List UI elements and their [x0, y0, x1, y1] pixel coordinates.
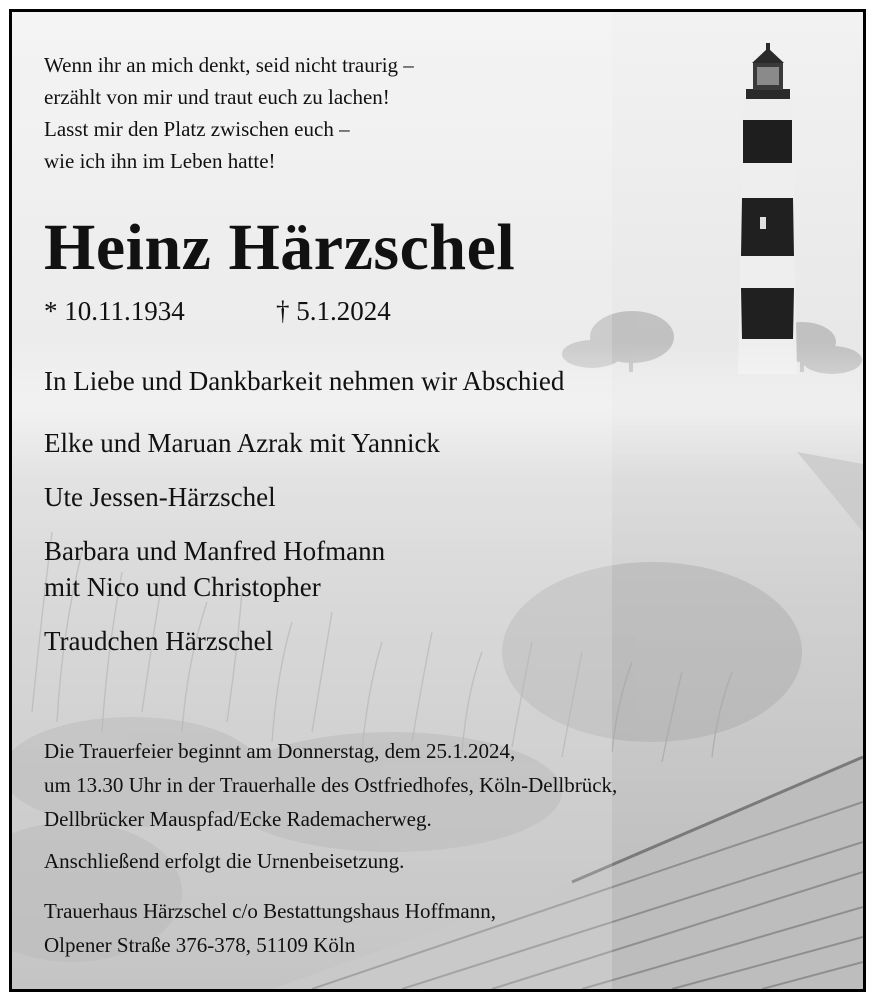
- mourner-line: Barbara und Manfred Hofmann: [44, 536, 386, 566]
- mourner-line: Traudchen Härzschel: [44, 626, 274, 656]
- poem-line: wie ich ihn im Leben hatte!: [44, 149, 276, 173]
- ceremony-line: um 13.30 Uhr in der Trauerhalle des Ostfriedhofes, Köln-Dellbrück,: [44, 773, 618, 797]
- ceremony-line: Dellbrücker Mauspfad/Ecke Rademacherweg.: [44, 807, 432, 831]
- ceremony-line: Anschließend erfolgt die Urnenbeisetzung.: [44, 849, 405, 873]
- poem-line: Lasst mir den Platz zwischen euch –: [44, 117, 350, 141]
- deceased-name: Heinz Härzschel: [44, 211, 516, 284]
- mourner-line: Ute Jessen-Härzschel: [44, 482, 276, 512]
- poem-line: erzählt von mir und traut euch zu lachen!: [44, 85, 390, 109]
- mourner-line: Elke und Maruan Azrak mit Yannick: [44, 428, 440, 458]
- farewell-line: In Liebe und Dankbarkeit nehmen wir Abschied: [44, 366, 565, 396]
- notice-text: [12, 12, 863, 989]
- address-line: Trauerhaus Härzschel c/o Bestattungshaus Hoffmann,: [44, 899, 496, 923]
- birth-date: * 10.11.1934: [44, 296, 185, 326]
- ceremony-line: Die Trauerfeier beginnt am Donnerstag, dem 25.1.2024,: [44, 739, 516, 763]
- death-date: † 5.1.2024: [276, 296, 391, 326]
- poem-line: Wenn ihr an mich denkt, seid nicht traurig –: [44, 53, 414, 77]
- mourner-line: mit Nico und Christopher: [44, 572, 321, 602]
- obituary-notice: [9, 9, 866, 992]
- address-line: Olpener Straße 376-378, 51109 Köln: [44, 933, 356, 957]
